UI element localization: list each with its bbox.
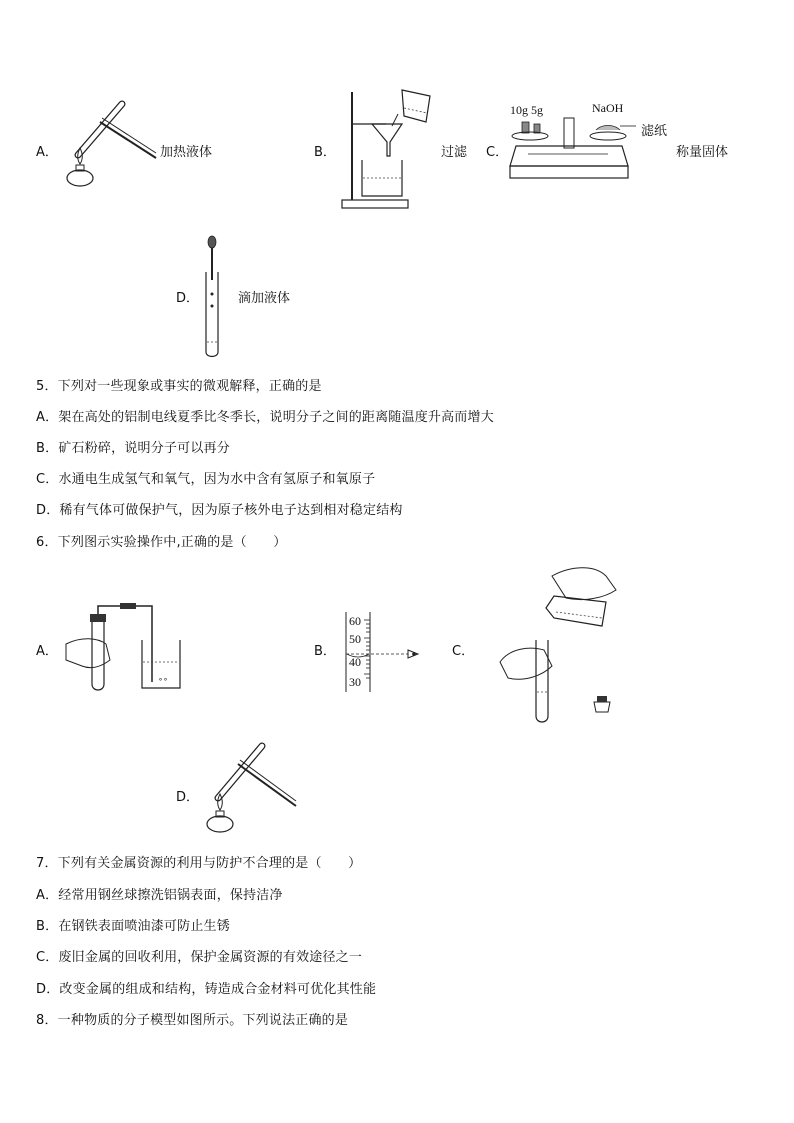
svg-text:∘∘: ∘∘	[158, 675, 169, 684]
option-caption: 过滤	[441, 145, 468, 160]
option-letter: B．	[314, 145, 336, 160]
graduated-cylinder-reading-illustration	[340, 610, 430, 694]
option-c[interactable]: C．水通电生成氢气和氧气，因为水中含有氢原子和氧原子	[36, 472, 376, 487]
option-b[interactable]: B．矿石粉碎，说明分子可以再分	[36, 441, 230, 456]
option-caption: 滴加液体	[238, 291, 291, 306]
option-a[interactable]: A．架在高处的铝制电线夏季比冬季长，说明分子之间的距离随温度升高而增大	[36, 410, 494, 425]
option-letter: C．	[486, 145, 509, 160]
airtightness-check-illustration	[62, 600, 192, 698]
option-letter: A．	[36, 145, 58, 160]
scale-tick-label: 50	[349, 632, 361, 646]
option-letter: D．	[176, 291, 200, 306]
scale-tick-label: 60	[349, 614, 361, 628]
option-caption: 加热液体	[160, 145, 213, 160]
option-letter: C．	[452, 644, 475, 659]
pouring-liquid-illustration	[494, 562, 644, 726]
question-stem: 6．下列图示实验操作中,正确的是（ ）	[36, 535, 287, 550]
weights-label: 10g 5g	[510, 103, 543, 117]
option-d[interactable]: D．稀有气体可做保护气，因为原子核外电子达到相对稳定结构	[36, 503, 403, 518]
heating-liquid-illustration	[60, 100, 160, 190]
question-stem: 5．下列对一些现象或事实的微观解释，正确的是	[36, 379, 322, 394]
filtration-illustration	[340, 86, 440, 210]
dropper-illustration	[200, 232, 230, 360]
option-letter: B．	[314, 644, 336, 659]
option-a[interactable]: A．经常用钢丝球擦洗铝锅表面，保持洁净	[36, 888, 283, 903]
option-b[interactable]: B．在钢铁表面喷油漆可防止生锈	[36, 919, 230, 934]
filter-paper-label: 滤纸	[641, 124, 668, 139]
option-letter: D．	[176, 790, 200, 805]
option-letter: A．	[36, 644, 58, 659]
question-stem: 7．下列有关金属资源的利用与防护不合理的是（ ）	[36, 856, 362, 871]
option-d[interactable]: D．改变金属的组成和结构，铸造成合金材料可优化其性能	[36, 982, 377, 997]
question-stem: 8．一种物质的分子模型如图所示。下列说法正确的是	[36, 1013, 349, 1028]
option-c[interactable]: C．废旧金属的回收利用，保护金属资源的有效途径之一	[36, 950, 363, 965]
option-caption: 称量固体	[676, 145, 729, 160]
scale-tick-label: 40	[349, 655, 361, 669]
naoh-label: NaOH	[592, 101, 624, 115]
heating-liquid-illustration	[200, 740, 300, 836]
balance-illustration	[508, 100, 668, 196]
scale-tick-label: 30	[349, 675, 361, 689]
